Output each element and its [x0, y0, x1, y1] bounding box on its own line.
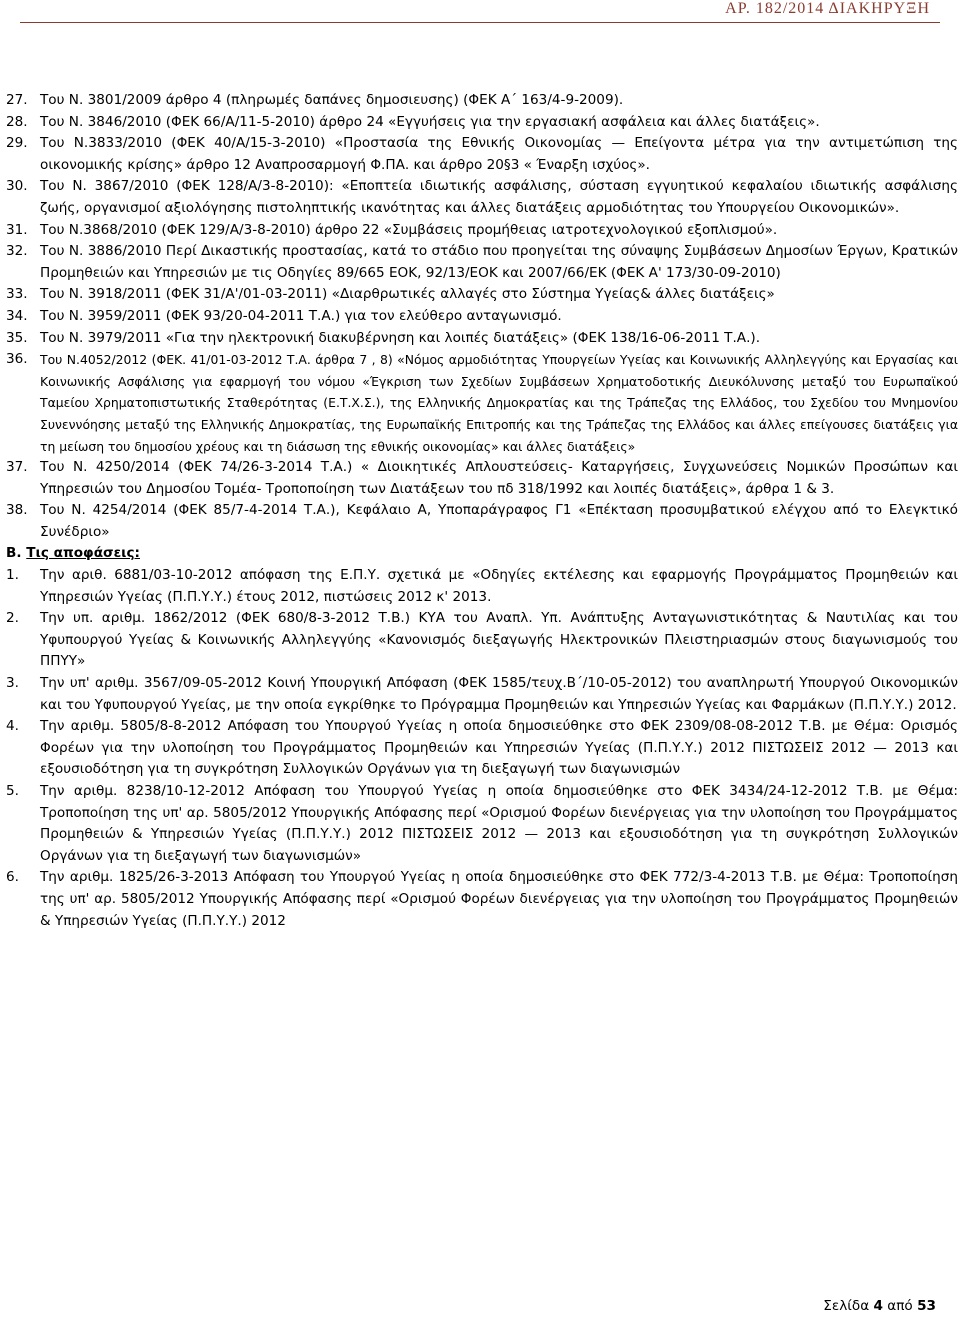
law-item-text: Του Ν. 3846/2010 (ΦΕΚ 66/Α/11-5-2010) άρθρο 24 «Εγγυήσεις για την εργασιακή ασφάλεια και άλλες διατάξεις».	[40, 113, 820, 130]
law-item	[6, 500, 958, 543]
law-item	[6, 457, 958, 500]
law-item-number: 36.	[6, 351, 28, 368]
law-item-text: Του Ν. 4254/2014 (ΦΕΚ 85/7-4-2014 Τ.Α.), Κεφάλαιο Α, Υποπαράγραφος Γ1 «Επέκταση προσυμβατικού ελέγχου από το Ελεγκτικό Συνέδριο»	[40, 502, 958, 540]
header-rule	[20, 22, 940, 23]
decision-item	[6, 781, 958, 867]
law-item-number: 30.	[6, 178, 28, 195]
law-item-text: Του Ν. 3918/2011 (ΦΕΚ 31/Α'/01-03-2011) «Διαρθρωτικές αλλαγές στο Σύστημα Υγείας& άλλες διατάξεις»	[40, 286, 775, 303]
decision-item	[6, 716, 958, 781]
decision-item	[6, 565, 958, 608]
footer-page-number: 4	[873, 1298, 883, 1314]
decision-item-number: 3.	[6, 675, 19, 692]
decision-item-text: Την αριθμ. 8238/10-12-2012 Απόφαση του Υπουργού Υγείας η οποία δημοσιεύθηκε στο ΦΕΚ 3434/24-12-2012 Τ.Β. με Θέμα: Τροποποίηση της υπ' αρ. 5805/2012 Υπουργικής Απόφασης περί «Ορισμού Φορέων διενέργειας για την υλοποίηση του Προγράμματος Προμηθειών & Υπηρεσιών Υγείας (Π.Π.Υ.Υ.) 2012 ΠΙΣΤΩΣΕΙΣ 2012 — 2013 και εξουσιοδότηση για τη συγκρότηση Συλλογικών Οργάνων για τη διεξαγωγή των διαγωνισμών»	[40, 783, 958, 864]
document-body	[6, 90, 958, 932]
law-item-text: Του Ν. 4250/2014 (ΦΕΚ 74/26-3-2014 Τ.Α.) « Διοικητικές Απλουστεύσεις- Καταργήσεις, Συγχωνεύσεις Νομικών Προσώπων και Υπηρεσιών του Δημοσίου Τομέα- Τροποποίηση των Διατάξεων του πδ 318/1992 και λοιπές διατάξεις», άρθρα 1 & 3.	[40, 459, 958, 497]
law-item	[6, 284, 958, 306]
law-item-number: 29.	[6, 135, 28, 152]
law-item	[6, 306, 958, 328]
decision-item-text: Την υπ. αριθμ. 1862/2012 (ΦΕΚ 680/8-3-2012 Τ.Β.) ΚΥΑ του Αναπλ. Υπ. Ανάπτυξης Ανταγωνιστικότητας & Ναυτιλίας και του Υφυπουργού Υγείας & Κοινωνικής Αλληλεγγύης «Κανονισμός διεξαγωγής Ηλεκτρονικών Πλειστηριασμών στους διαγωνισμούς του ΠΠΥΥ»	[40, 610, 958, 670]
footer-prefix: Σελίδα	[823, 1298, 870, 1314]
law-item	[6, 133, 958, 176]
section-b-title: Τις αποφάσεις:	[26, 545, 140, 562]
law-item-number: 33.	[6, 286, 28, 303]
decision-item-text: Την αριθμ. 5805/8-8-2012 Απόφαση του Υπουργού Υγείας η οποία δημοσιεύθηκε στο ΦΕΚ 2309/08-08-2012 Τ.Β. με Θέμα: Ορισμός Φορέων για την υλοποίηση του Προγράμματος Προμηθειών και Υπηρεσιών Υγείας (Π.Π.Υ.Υ.) 2012 ΠΙΣΤΩΣΕΙΣ 2012 — 2013 και εξουσιοδότηση για τη συγκρότηση Συλλογικών Οργάνων για τη διεξαγωγή των διαγωνισμών	[40, 718, 958, 778]
decision-item	[6, 608, 958, 673]
law-item-text: Του Ν.4052/2012 (ΦΕΚ. 41/01-03-2012 Τ.Α. άρθρα 7 , 8) «Νόμος αρμοδιότητας Υπουργείων Υγείας και Κοινωνικής Αλληλεγγύης και Εργασίας και Κοινωνικής Ασφάλισης για εφαρμογή του νόμου «Έγκριση των Σχεδίων Συμβάσεων Χρηματοδοτικής Διευκόλυνσης μεταξύ του Ευρωπαϊκού Ταμείου Χρηματοπιστωτικής Σταθερότητας (Ε.Τ.Χ.Σ.), της Ελληνικής Δημοκρατίας και της Τράπεζας της Ελλάδος, του Σχεδίου του Μνημονίου Συνεννόησης μεταξύ της Ελληνικής Δημοκρατίας, της Ευρωπαϊκής Επιτροπής και της Τράπεζας της Ελλάδος και άλλες επείγουσες διατάξεις για τη μείωση του δημοσίου χρέους και τη διάσωση της εθνικής οικονομίας» και άλλες διατάξεις»	[40, 352, 958, 454]
law-item-number: 34.	[6, 307, 28, 324]
law-item	[6, 90, 958, 112]
law-item	[6, 328, 958, 350]
decision-item-number: 4.	[6, 718, 19, 735]
law-item	[6, 241, 958, 284]
law-item-text: Του Ν. 3801/2009 άρθρο 4 (πληρωμές δαπάνες δημοσιευσης) (ΦΕΚ Α΄ 163/4-9-2009).	[40, 92, 624, 108]
decision-item-text: Την αριθ. 6881/03-10-2012 απόφαση της Ε.Π.Υ. σχετικά με «Οδηγίες εκτέλεσης και εφαρμογής Προγράμματος Προμηθειών και Υπηρεσιών Υγείας (Π.Π.Υ.Υ.) έτους 2012, πιστώσεις 2012 κ' 2013.	[40, 567, 958, 605]
law-item	[6, 176, 958, 219]
law-item-text: Του Ν. 3979/2011 «Για την ηλεκτρονική διακυβέρνηση και λοιπές διατάξεις» (ΦΕΚ 138/16-06-2011 Τ.Α.).	[40, 329, 761, 346]
law-item-text: Του Ν.3868/2010 (ΦΕΚ 129/Α/3-8-2010) άρθρο 22 «Συμβάσεις προμήθειας ιατροτεχνολογικού εξοπλισμού».	[40, 221, 778, 238]
section-b-letter: Β.	[6, 545, 22, 562]
decision-item-number: 6.	[6, 869, 19, 886]
law-item-text: Του Ν. 3867/2010 (ΦΕΚ 128/Α/3-8-2010): «Εποπτεία ιδιωτικής ασφάλισης, σύσταση εγγυητικού κεφαλαίου ιδιωτικής ασφάλισης ζωής, οργανισμοί αξιολόγησης πιστοληπτικής ικανότητας και άλλες διατάξεις αρμοδιότητας του Υπουργείου Οικονομικών».	[40, 178, 958, 216]
law-item-number: 35.	[6, 329, 28, 346]
law-item	[6, 112, 958, 134]
footer-separator: από	[887, 1298, 913, 1314]
law-item-text: Του Ν. 3886/2010 Περί Δικαστικής προστασίας, κατά το στάδιο που προηγείται της σύναψης Συμβάσεων Δημοσίων Έργων, Κρατικών Προμηθειών και Υπηρεσιών με τις Οδηγίες 89/665 ΕΟΚ, 92/13/ΕΟΚ και 2007/66/ΕΚ (ΦΕΚ Α' 173/30-09-2010)	[40, 243, 958, 281]
decision-item-number: 1.	[6, 567, 19, 584]
decisions-list	[6, 565, 958, 932]
law-item-number: 32.	[6, 243, 28, 260]
law-item-number: 28.	[6, 113, 28, 130]
decision-item-number: 5.	[6, 783, 19, 799]
laws-list	[6, 90, 958, 543]
law-item	[6, 349, 958, 457]
law-item-text: Του Ν. 3959/2011 (ΦΕΚ 93/20-04-2011 Τ.Α.) για τον ελεύθερο ανταγωνισμό.	[40, 307, 562, 324]
document-header-title: ΑΡ. 182/2014 ΔΙΑΚΗΡΥΞΗ	[725, 0, 930, 17]
page-footer	[823, 1298, 936, 1314]
decision-item-text: Την αριθμ. 1825/26-3-2013 Απόφαση του Υπουργού Υγείας η οποία δημοσιεύθηκε στο ΦΕΚ 772/3-4-2013 Τ.Β. με Θέμα: Τροποποίηση της υπ' αρ. 5805/2012 Υπουργικής Απόφασης περί «Ορισμού Φορέων διενέργειας για την υλοποίηση του Προγράμματος Προμηθειών & Υπηρεσιών Υγείας (Π.Π.Υ.Υ.) 2012	[40, 869, 958, 929]
decision-item	[6, 867, 958, 932]
decision-item	[6, 673, 958, 716]
law-item-number: 27.	[6, 92, 28, 108]
law-item-number: 37.	[6, 459, 28, 476]
decision-item-number: 2.	[6, 610, 19, 627]
footer-page-total: 53	[917, 1298, 936, 1314]
law-item-text: Του Ν.3833/2010 (ΦΕΚ 40/Α/15-3-2010) «Προστασία της Εθνικής Οικονομίας — Επείγοντα μέτρα για την αντιμετώπιση της οικονομικής κρίσης» άρθρο 12 Αναπροσαρμογή Φ.ΠΑ. και άρθρο 20§3 « Έναρξη ισχύος».	[40, 135, 958, 173]
law-item-number: 38.	[6, 502, 28, 519]
law-item	[6, 220, 958, 242]
law-item-number: 31.	[6, 221, 28, 238]
decision-item-text: Την υπ' αριθμ. 3567/09-05-2012 Κοινή Υπουργική Απόφαση (ΦΕΚ 1585/τευχ.Β΄/10-05-2012) του αναπληρωτή Υπουργού Οικονομικών και του Υφυπουργού Υγείας, με την οποία εγκρίθηκε το Πρόγραμμα Προμηθειών και Υπηρεσιών Υγείας και Φαρμάκων (Π.Π.Υ.Υ.) 2012.	[40, 675, 958, 713]
section-b-heading	[6, 543, 958, 565]
